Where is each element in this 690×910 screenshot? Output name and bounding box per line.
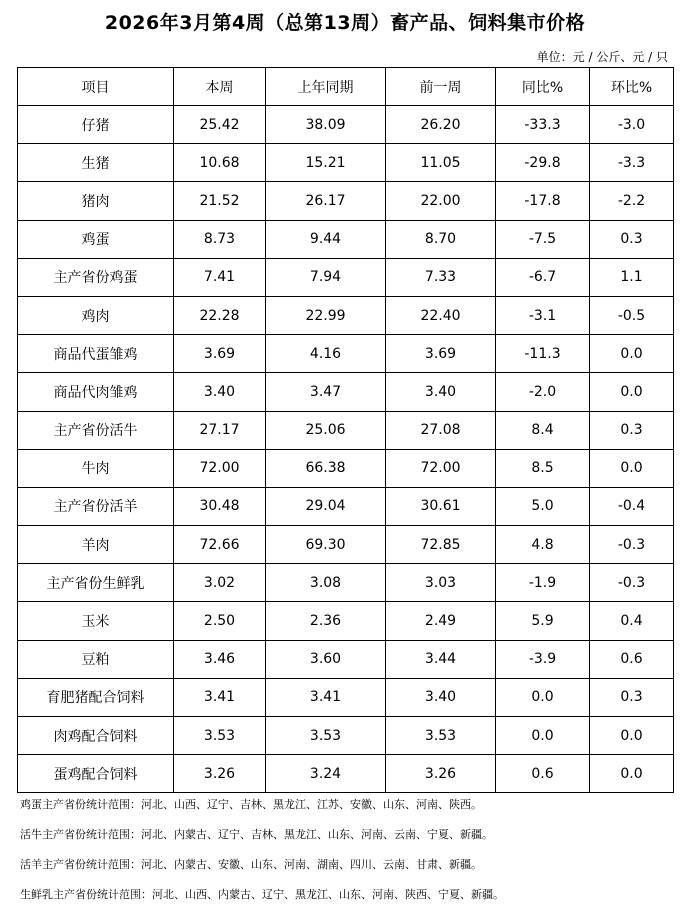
- cell-wow: 0.0: [590, 755, 674, 793]
- cell-prev-week: 3.40: [386, 373, 496, 411]
- cell-yoy: 8.4: [496, 411, 590, 449]
- cell-this-week: 7.41: [174, 258, 266, 296]
- cell-item: 羊肉: [18, 526, 174, 564]
- cell-item: 主产省份生鲜乳: [18, 564, 174, 602]
- cell-last-year: 15.21: [266, 144, 386, 182]
- footnotes: [20, 790, 504, 910]
- unit-note: 单位：元 / 公斤、元 / 只: [536, 50, 668, 64]
- cell-this-week: 25.42: [174, 106, 266, 144]
- cell-this-week: 3.53: [174, 717, 266, 755]
- cell-item: 主产省份活牛: [18, 411, 174, 449]
- cell-wow: 0.3: [590, 678, 674, 716]
- cell-this-week: 3.40: [174, 373, 266, 411]
- cell-item: 豆粕: [18, 640, 174, 678]
- table-row: [18, 258, 674, 296]
- table-row: [18, 220, 674, 258]
- cell-this-week: 3.46: [174, 640, 266, 678]
- cell-this-week: 21.52: [174, 182, 266, 220]
- cell-wow: 0.0: [590, 717, 674, 755]
- price-table: [17, 67, 674, 793]
- cell-prev-week: 2.49: [386, 602, 496, 640]
- cell-this-week: 27.17: [174, 411, 266, 449]
- cell-prev-week: 3.69: [386, 335, 496, 373]
- footnote-sheep: 活羊主产省份统计范围：河北、内蒙古、安徽、山东、河南、湖南、四川、云南、甘肃、新疆。: [20, 858, 482, 871]
- cell-wow: 0.3: [590, 411, 674, 449]
- cell-this-week: 3.69: [174, 335, 266, 373]
- cell-prev-week: 22.00: [386, 182, 496, 220]
- table-row: [18, 487, 674, 525]
- cell-last-year: 66.38: [266, 449, 386, 487]
- cell-wow: -0.5: [590, 296, 674, 334]
- cell-yoy: 0.0: [496, 678, 590, 716]
- cell-item: 玉米: [18, 602, 174, 640]
- table-row: [18, 755, 674, 793]
- cell-wow: 0.6: [590, 640, 674, 678]
- cell-this-week: 30.48: [174, 487, 266, 525]
- cell-wow: -0.3: [590, 526, 674, 564]
- cell-this-week: 10.68: [174, 144, 266, 182]
- cell-item: 主产省份活羊: [18, 487, 174, 525]
- cell-prev-week: 3.26: [386, 755, 496, 793]
- cell-yoy: -3.1: [496, 296, 590, 334]
- cell-this-week: 72.66: [174, 526, 266, 564]
- header-item: 项目: [18, 68, 174, 106]
- cell-yoy: 5.9: [496, 602, 590, 640]
- cell-last-year: 3.60: [266, 640, 386, 678]
- cell-last-year: 4.16: [266, 335, 386, 373]
- cell-yoy: 0.0: [496, 717, 590, 755]
- cell-yoy: 5.0: [496, 487, 590, 525]
- cell-item: 仔猪: [18, 106, 174, 144]
- cell-item: 肉鸡配合饲料: [18, 717, 174, 755]
- cell-item: 牛肉: [18, 449, 174, 487]
- table-row: [18, 182, 674, 220]
- cell-item: 商品代肉雏鸡: [18, 373, 174, 411]
- table-body: [18, 106, 674, 793]
- cell-wow: 0.4: [590, 602, 674, 640]
- cell-wow: 0.0: [590, 335, 674, 373]
- cell-this-week: 3.02: [174, 564, 266, 602]
- table-row: [18, 296, 674, 334]
- table-row: [18, 526, 674, 564]
- cell-prev-week: 30.61: [386, 487, 496, 525]
- cell-last-year: 9.44: [266, 220, 386, 258]
- cell-item: 鸡肉: [18, 296, 174, 334]
- cell-yoy: -6.7: [496, 258, 590, 296]
- cell-prev-week: 8.70: [386, 220, 496, 258]
- cell-last-year: 38.09: [266, 106, 386, 144]
- table-row: [18, 106, 674, 144]
- cell-item: 猪肉: [18, 182, 174, 220]
- cell-last-year: 26.17: [266, 182, 386, 220]
- cell-prev-week: 3.44: [386, 640, 496, 678]
- cell-last-year: 3.47: [266, 373, 386, 411]
- cell-last-year: 3.24: [266, 755, 386, 793]
- cell-this-week: 72.00: [174, 449, 266, 487]
- cell-this-week: 3.26: [174, 755, 266, 793]
- header-wow: 环比%: [590, 68, 674, 106]
- cell-yoy: -17.8: [496, 182, 590, 220]
- cell-yoy: -3.9: [496, 640, 590, 678]
- cell-prev-week: 26.20: [386, 106, 496, 144]
- header-this-week: 本周: [174, 68, 266, 106]
- cell-prev-week: 3.53: [386, 717, 496, 755]
- cell-last-year: 25.06: [266, 411, 386, 449]
- cell-wow: 0.3: [590, 220, 674, 258]
- table-row: [18, 335, 674, 373]
- cell-last-year: 69.30: [266, 526, 386, 564]
- cell-wow: -0.3: [590, 564, 674, 602]
- cell-yoy: 8.5: [496, 449, 590, 487]
- page-title: 2026年3月第4周（总第13周）畜产品、饲料集市价格: [104, 12, 586, 34]
- cell-item: 蛋鸡配合饲料: [18, 755, 174, 793]
- cell-yoy: -2.0: [496, 373, 590, 411]
- header-last-year: 上年同期: [266, 68, 386, 106]
- cell-this-week: 3.41: [174, 678, 266, 716]
- cell-yoy: 4.8: [496, 526, 590, 564]
- table-row: [18, 144, 674, 182]
- cell-yoy: 0.6: [496, 755, 590, 793]
- cell-item: 育肥猪配合饲料: [18, 678, 174, 716]
- cell-last-year: 3.41: [266, 678, 386, 716]
- cell-this-week: 8.73: [174, 220, 266, 258]
- cell-last-year: 7.94: [266, 258, 386, 296]
- cell-wow: -3.0: [590, 106, 674, 144]
- cell-this-week: 22.28: [174, 296, 266, 334]
- table-row: [18, 640, 674, 678]
- cell-wow: 1.1: [590, 258, 674, 296]
- table-row: [18, 564, 674, 602]
- table-row: [18, 717, 674, 755]
- table-row: [18, 678, 674, 716]
- cell-wow: -0.4: [590, 487, 674, 525]
- header-yoy: 同比%: [496, 68, 590, 106]
- cell-prev-week: 7.33: [386, 258, 496, 296]
- cell-item: 商品代蛋雏鸡: [18, 335, 174, 373]
- cell-item: 主产省份鸡蛋: [18, 258, 174, 296]
- cell-prev-week: 27.08: [386, 411, 496, 449]
- cell-prev-week: 72.00: [386, 449, 496, 487]
- cell-this-week: 2.50: [174, 602, 266, 640]
- table-row: [18, 449, 674, 487]
- cell-yoy: -7.5: [496, 220, 590, 258]
- cell-wow: 0.0: [590, 373, 674, 411]
- cell-last-year: 29.04: [266, 487, 386, 525]
- cell-yoy: -11.3: [496, 335, 590, 373]
- cell-last-year: 3.53: [266, 717, 386, 755]
- footnote-cattle: 活牛主产省份统计范围：河北、内蒙古、辽宁、吉林、黑龙江、山东、河南、云南、宁夏、新疆。: [20, 828, 493, 841]
- footnote-milk: 生鲜乳主产省份统计范围：河北、山西、内蒙古、辽宁、黑龙江、山东、河南、陕西、宁夏、新疆。: [20, 888, 504, 901]
- table-header-row: [18, 68, 674, 106]
- cell-yoy: -1.9: [496, 564, 590, 602]
- cell-wow: -2.2: [590, 182, 674, 220]
- cell-prev-week: 11.05: [386, 144, 496, 182]
- table-row: [18, 373, 674, 411]
- cell-wow: -3.3: [590, 144, 674, 182]
- cell-prev-week: 3.40: [386, 678, 496, 716]
- cell-prev-week: 72.85: [386, 526, 496, 564]
- cell-last-year: 3.08: [266, 564, 386, 602]
- footnote-egg: 鸡蛋主产省份统计范围：河北、山西、辽宁、吉林、黑龙江、江苏、安徽、山东、河南、陕西。: [20, 798, 482, 811]
- table-row: [18, 411, 674, 449]
- table-row: [18, 602, 674, 640]
- header-prev-week: 前一周: [386, 68, 496, 106]
- cell-prev-week: 22.40: [386, 296, 496, 334]
- cell-wow: 0.0: [590, 449, 674, 487]
- cell-prev-week: 3.03: [386, 564, 496, 602]
- cell-last-year: 22.99: [266, 296, 386, 334]
- cell-item: 鸡蛋: [18, 220, 174, 258]
- cell-yoy: -33.3: [496, 106, 590, 144]
- cell-last-year: 2.36: [266, 602, 386, 640]
- cell-yoy: -29.8: [496, 144, 590, 182]
- cell-item: 生猪: [18, 144, 174, 182]
